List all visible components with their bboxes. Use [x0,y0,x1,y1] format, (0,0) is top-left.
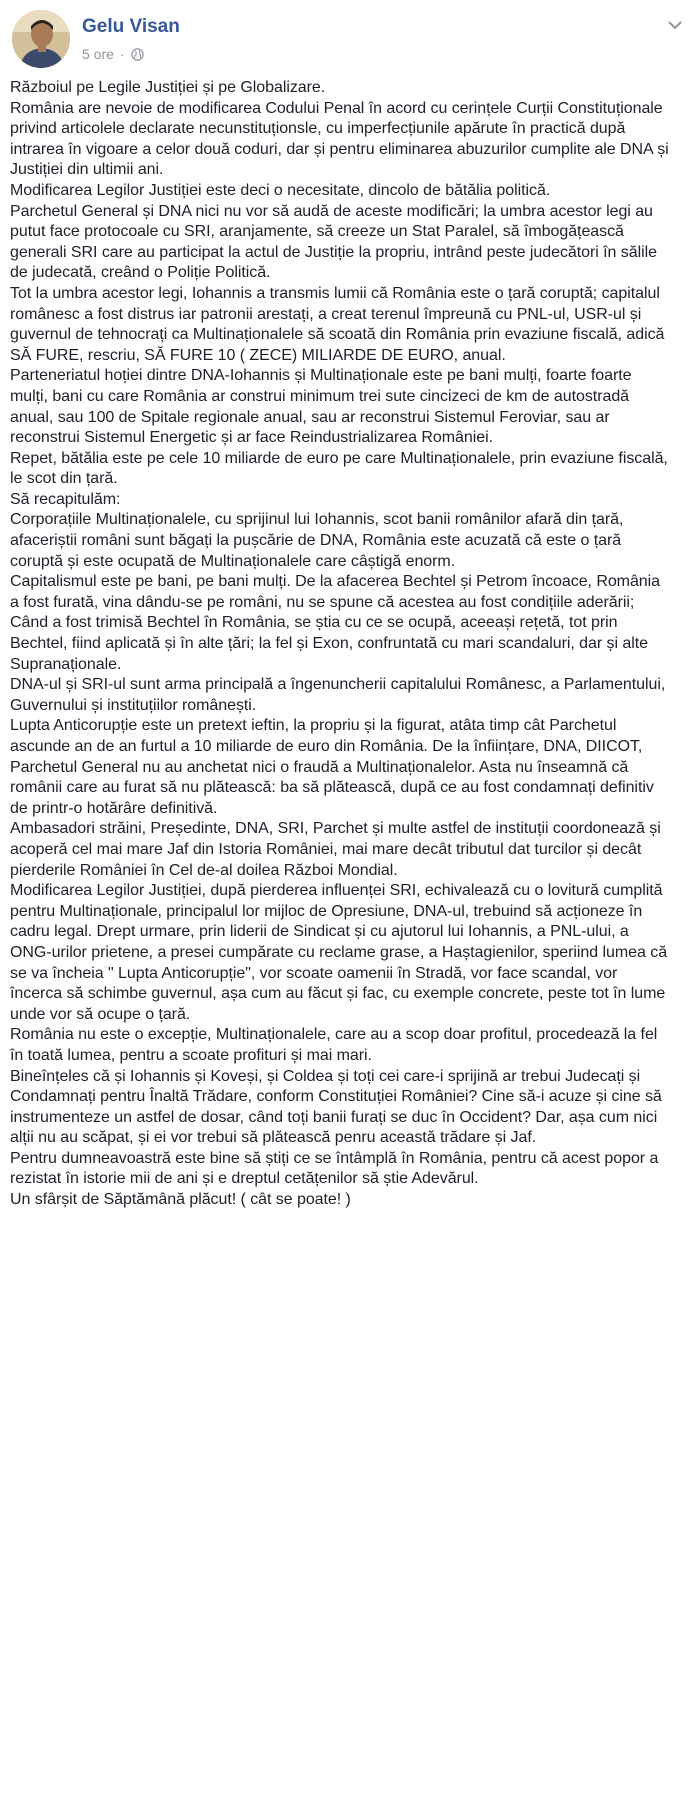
post-paragraph: Corporațiile Multinaționalele, cu sprijinul lui Iohannis, scot banii românilor afară din țară, afaceriștii români sunt băgați la pușcărie de DNA, România este acuzată că este o țară coruptă și este ocupată de Multinaționalele care câștigă enorm. [10,511,624,570]
post-paragraph: Pentru dumneavoastră este bine să știți ce se întâmplă în România, pentru că acest popor a rezistat în istorie mii de ani și e dreptul cetățenilor să știe Adevărul. [10,1149,659,1188]
post-paragraph: DNA-ul și SRI-ul sunt arma principală a îngenuncherii capitalului Românesc, a Parlamentului, Guvernului și instituțiilor românești. [10,676,666,714]
post-paragraph: Modificarea Legilor Justiției este deci o necesitate, dincolo de bătălia politică. [10,181,551,199]
post-paragraph: Capitalismul este pe bani, pe bani mulți. De la afacerea Bechtel și Petrom încoace, România a fost furată, vina dându-se pe români, nu se spune că acestea au fost condițiile aderării; Când a fost trimisă Bechtel în România, se știa cu ce se ocupă, aceeași rețetă, tot prin Bechtel, fiind aplicată și în alte țări; la fel și Exon, confruntată cu mari scandaluri, dar și alte Supranaționale. [10,573,661,673]
post-paragraph: Războiul pe Legile Justiției și pe Globalizare. [10,79,326,96]
avatar[interactable] [12,10,70,68]
post-paragraph: Repet, bătălia este pe cele 10 miliarde de euro pe care Multinaționalele, prin evaziune fiscală, le scot din țară. [10,449,668,488]
post-paragraph: Parteneriatul hoției dintre DNA-Iohannis și Multinaționale este pe bani mulți, foarte foarte mulți, bani cu care România ar construi minimum trei sute cincizeci de km de autostradă anual, sau 100 de Spitale regionale anual, sau ar reconstrui Sistemul Feroviar, sau ar reconstrui Sistemul Energetic și ar face Reindustrializarea României. [10,367,632,447]
post-header [12,10,688,72]
chevron-down-icon [668,21,682,30]
author-name[interactable]: Gelu Visan [82,16,180,37]
avatar-image [12,10,70,68]
post-body [10,78,672,1211]
post-paragraph: Un sfârșit de Săptămână plăcut! ( cât se poate! ) [10,1191,351,1209]
post-timestamp[interactable]: 5 ore [82,46,114,62]
post-paragraph: Să recapitulăm: [10,490,121,508]
meta-separator: · [119,46,125,62]
post-paragraph: Lupta Anticorupție este un pretext ieftin, la propriu și la figurat, atâta timp cât Parchetul ascunde an de an furtul a 10 miliarde de euro din România. De la înființare, DNA, DIICOT, Parchetul General nu au anchetat nici o fraudă a Multinaționalelor. Asta nu înseamnă că românii care au furat să nu plătească: ba să plătească, după ce au fost condamnați definitiv de printr-o hotărâre definitivă. [10,717,654,817]
post-options-button[interactable] [662,14,688,36]
post-paragraph: Ambasadori străini, Președinte, DNA, SRI, Parchet și multe astfel de instituții coordonează și acoperă cel mai mare Jaf din Istoria României, mai mare decât tributul dat turcilor și decât pierderile României în Cel de-al doilea Război Mondial. [10,820,661,879]
post-paragraph: Modificarea Legilor Justiției, după pierderea influenței SRI, echivalează cu o lovitură cumplită pentru Multinaționale, principalul lor mijloc de Opresiune, DNA-ul, trebuind să acționeze în cadru legal. Drept urmare, prin liderii de Sindicat și cu ajutorul lui Iohannis, a PNL-ului, a ONG-urilor prietene, a presei cumpărate cu reclame grase, a Haștagienilor, speriind lumea că se va încheia " Lupta Anticorupție", vor scoate oamenii în Stradă, vor face scandal, vor încerca să schimbe guvernul, așa cum au făcut și fac, cu exemple concrete, peste tot în lume unde vor să ocupe o țară. [10,882,668,1023]
post-paragraph: Bineînțeles că și Iohannis și Koveși, și Coldea și toți cei care-i sprijină ar trebui Judecați și Condamnați pentru Înaltă Trădare, conform Constituției României? Cine să-i acuze și cine să instrumenteze un astfel de dosar, când toți banii furați se duc în Occident? Dar, așa cum nici alții nu au scăpat, și ei vor trebui să plătească penru această trădare și Jaf. [10,1067,662,1147]
post-paragraph: România nu este o excepție, Multinaționalele, care au a scop doar profitul, procedează la fel în toată lumea, pentru a scoate profituri și mai mari. [10,1026,658,1064]
post-paragraph: Tot la umbra acestor legi, Iohannis a transmis lumii că România este o țară coruptă; capitalul românesc a fost distrus iar patronii arestați, a creat terenul împreună cu PNL-ul, USR-ul și guvernul de tehnocrați ca Multinaționalele să scoată din România prin evaziune fiscală, adică SĂ FURE, rescriu, SĂ FURE 10 ( ZECE) MILIARDE DE EURO, anual. [10,284,665,364]
post-meta [82,46,144,62]
globe-icon[interactable] [131,48,144,61]
post-paragraph: Parchetul General și DNA nici nu vor să audă de aceste modificări; la umbra acestor legi au putut face protocoale cu SRI, aranjamente, să creeze un Stat Paralel, să îmbogățească generali SRI care au participat la actul de Justiție la propriu, intrând peste judecători în sălile de judecată, creând o Poliție Politică. [10,202,657,282]
post-paragraph: România are nevoie de modificarea Codului Penal în acord cu cerințele Curții Constituționale privind articolele declarate necunstituționsle, cu imperfecțiunile apărute în practică după intrarea în vigoare a celor două coduri, dar și pentru eliminarea abuzurilor cumplite ale DNA și Justiției din ultimii ani. [10,99,669,179]
